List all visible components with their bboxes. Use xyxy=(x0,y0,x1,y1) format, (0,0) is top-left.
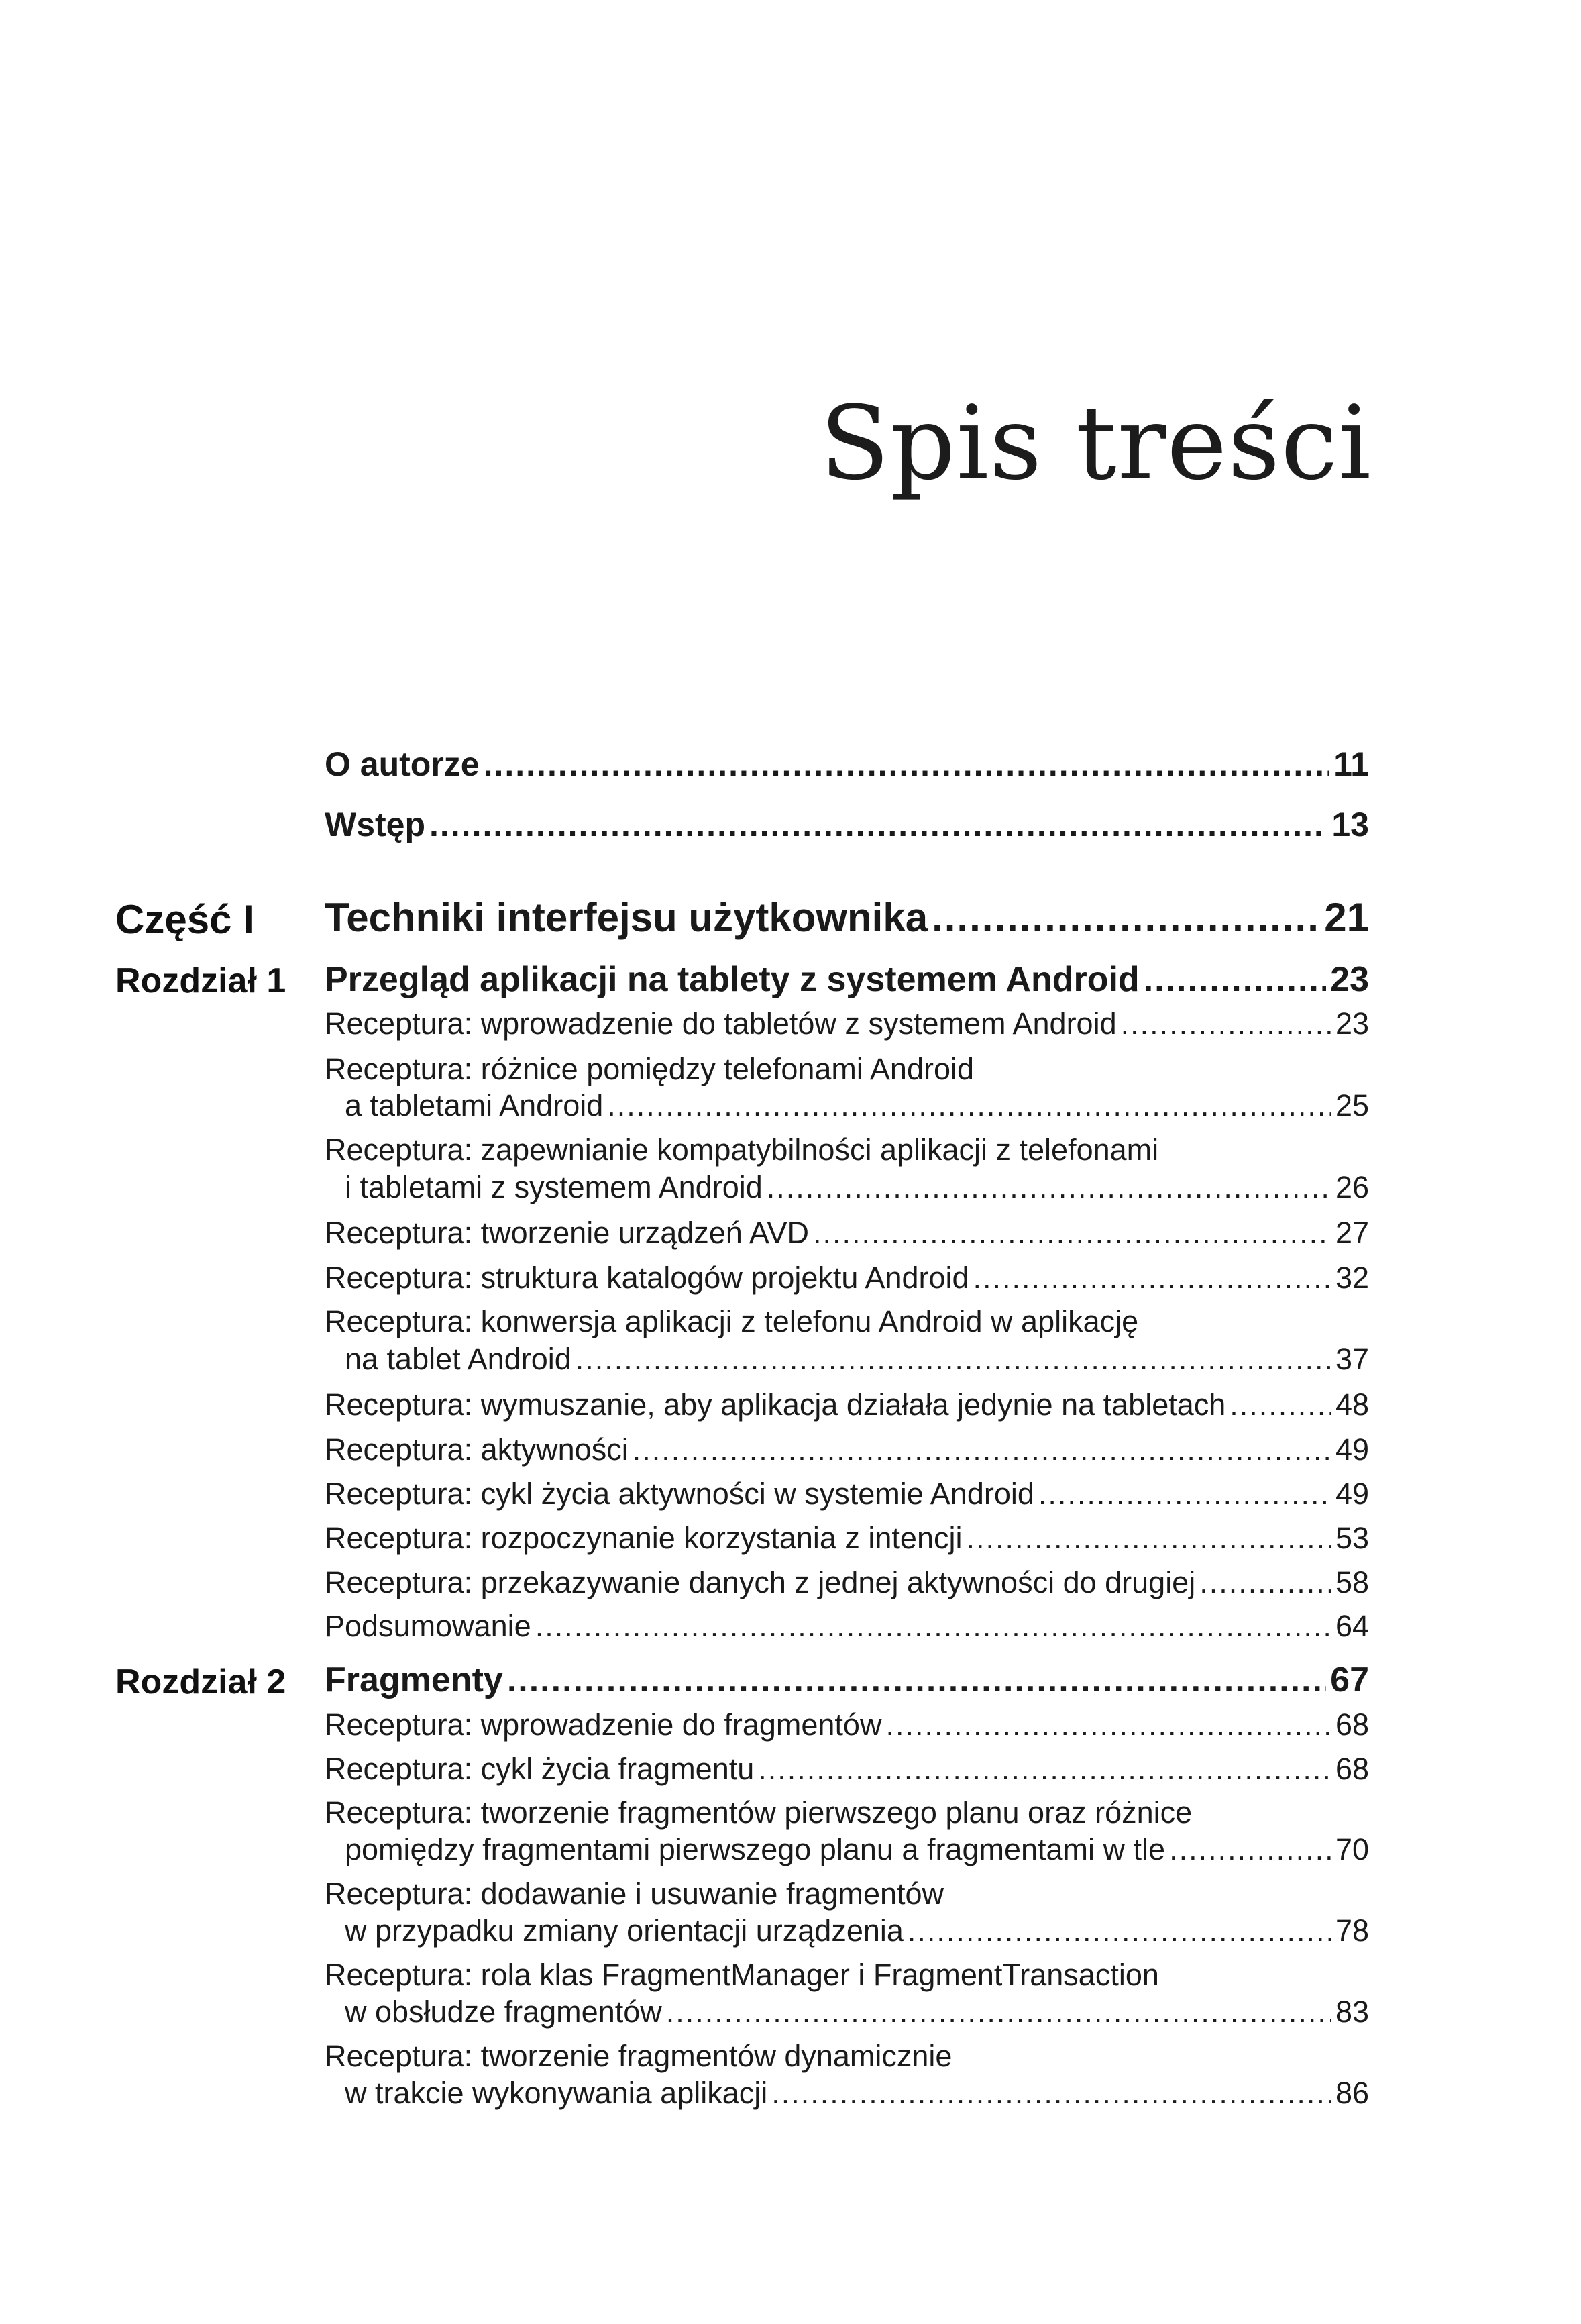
dot-leader xyxy=(1144,959,1326,1000)
toc-entry-title-line1[interactable]: Receptura: tworzenie fragmentów dynamicznie xyxy=(325,2039,952,2073)
toc-entry-chapter-1[interactable] xyxy=(325,959,1369,1000)
dot-leader xyxy=(666,1995,1331,2029)
toc-entry-title: Receptura: wprowadzenie do fragmentów xyxy=(325,1707,882,1742)
toc-entry-page: 78 xyxy=(1335,1913,1369,1948)
toc-entry[interactable] xyxy=(345,1088,1369,1123)
toc-entry-title: Receptura: cykl życia aktywności w systemie Android xyxy=(325,1477,1034,1511)
toc-entry-title: Wstęp xyxy=(325,806,425,843)
toc-entry-page: 23 xyxy=(1335,1006,1369,1041)
dot-leader xyxy=(1199,1565,1331,1600)
toc-entry-page: 70 xyxy=(1335,1832,1369,1866)
dot-leader xyxy=(813,1216,1331,1251)
dot-leader xyxy=(758,1752,1331,1787)
toc-entry-title-line1[interactable]: Receptura: różnice pomiędzy telefonami Android xyxy=(325,1052,975,1086)
toc-entry-title-line1[interactable]: Receptura: konwersja aplikacji z telefonu Android w aplikację xyxy=(325,1304,1139,1338)
toc-entry-title: O autorze xyxy=(325,745,480,783)
dot-leader xyxy=(908,1913,1331,1948)
dot-leader xyxy=(576,1342,1331,1377)
dot-leader xyxy=(484,745,1330,784)
toc-entry-page: 13 xyxy=(1331,806,1369,843)
toc-entry-page: 26 xyxy=(1335,1170,1369,1204)
toc-entry-page: 58 xyxy=(1335,1565,1369,1599)
toc-entry-title-line2: na tablet Android xyxy=(345,1342,571,1376)
toc-entry-page: 49 xyxy=(1335,1432,1369,1467)
dot-leader xyxy=(633,1432,1331,1467)
toc-entry[interactable] xyxy=(345,2076,1369,2111)
toc-entry-title: Techniki interfejsu użytkownika xyxy=(325,895,928,940)
dot-leader xyxy=(1038,1477,1331,1512)
dot-leader xyxy=(771,2076,1331,2111)
toc-entry-title-line1[interactable]: Receptura: tworzenie fragmentów pierwszego planu oraz różnice xyxy=(325,1795,1193,1830)
toc-entry-title-line1[interactable]: Receptura: zapewnianie kompatybilności aplikacji z telefonami xyxy=(325,1132,1159,1167)
toc-entry-title: Fragmenty xyxy=(325,1660,503,1699)
part-label: Część I xyxy=(115,897,254,942)
toc-entry-title: Receptura: rozpoczynanie korzystania z intencji xyxy=(325,1521,963,1555)
toc-entry-page: 64 xyxy=(1335,1609,1369,1643)
toc-entry-page: 86 xyxy=(1335,2076,1369,2110)
toc-entry-title: Przegląd aplikacji na tablety z systemem Android xyxy=(325,960,1140,999)
toc-entry-page: 25 xyxy=(1335,1088,1369,1122)
toc-entry-title: Receptura: wprowadzenie do tabletów z systemem Android xyxy=(325,1006,1117,1041)
toc-entry[interactable] xyxy=(345,1170,1369,1205)
toc-entry-page: 27 xyxy=(1335,1216,1369,1250)
toc-entry-o-autorze[interactable] xyxy=(325,745,1369,784)
toc-entry-title-line2: pomiędzy fragmentami pierwszego planu a fragmentami w tle xyxy=(345,1832,1166,1866)
toc-entry-title-line2: a tabletami Android xyxy=(345,1088,604,1122)
dot-leader xyxy=(1121,1006,1331,1041)
toc-entry[interactable] xyxy=(325,1609,1369,1644)
toc-entry[interactable] xyxy=(345,1913,1369,1948)
toc-entry-title-line1[interactable]: Receptura: dodawanie i usuwanie fragmentów xyxy=(325,1877,944,1911)
dot-leader xyxy=(535,1609,1331,1644)
dot-leader xyxy=(1230,1387,1331,1422)
dot-leader xyxy=(507,1660,1326,1700)
toc-entry-page: 21 xyxy=(1324,895,1369,940)
dot-leader xyxy=(1169,1832,1331,1867)
toc-entry-title: Receptura: przekazywanie danych z jednej aktywności do drugiej xyxy=(325,1565,1196,1599)
toc-entry-title-line2: w trakcie wykonywania aplikacji xyxy=(345,2076,768,2110)
toc-entry[interactable] xyxy=(325,1006,1369,1041)
chapter-label: Rozdział 2 xyxy=(115,1662,286,1701)
toc-entry-title: Podsumowanie xyxy=(325,1609,531,1643)
toc-entry[interactable] xyxy=(325,1707,1369,1742)
toc-entry-page: 32 xyxy=(1335,1261,1369,1295)
toc-entry-title: Receptura: struktura katalogów projektu Android xyxy=(325,1261,969,1295)
toc-entry-page: 68 xyxy=(1335,1752,1369,1786)
toc-entry[interactable] xyxy=(345,1995,1369,2029)
toc-entry-title-line2: i tabletami z systemem Android xyxy=(345,1170,763,1204)
toc-entry-page: 53 xyxy=(1335,1521,1369,1555)
toc-entry-title: Receptura: tworzenie urządzeń AVD xyxy=(325,1216,810,1250)
dot-leader xyxy=(885,1707,1331,1742)
page-title: Spis treści xyxy=(820,383,1372,503)
toc-entry[interactable] xyxy=(325,1216,1369,1251)
dot-leader xyxy=(966,1521,1331,1556)
toc-entry[interactable] xyxy=(325,1261,1369,1296)
toc-entry-page: 11 xyxy=(1333,745,1369,783)
toc-entry[interactable] xyxy=(325,1477,1369,1512)
toc-entry-page: 83 xyxy=(1335,1995,1369,2029)
dot-leader xyxy=(973,1261,1331,1296)
toc-entry[interactable] xyxy=(325,1565,1369,1600)
toc-entry-title-line2: w przypadku zmiany orientacji urządzenia xyxy=(345,1913,904,1948)
toc-entry[interactable] xyxy=(345,1342,1369,1377)
toc-entry-page: 68 xyxy=(1335,1707,1369,1742)
toc-entry-title: Receptura: cykl życia fragmentu xyxy=(325,1752,755,1786)
dot-leader xyxy=(607,1088,1331,1123)
toc-entry[interactable] xyxy=(325,1432,1369,1467)
toc-entry-page: 37 xyxy=(1335,1342,1369,1376)
toc-entry-title: Receptura: aktywności xyxy=(325,1432,629,1467)
toc-entry-title-line1[interactable]: Receptura: rola klas FragmentManager i FragmentTransaction xyxy=(325,1958,1159,1992)
dot-leader xyxy=(429,805,1327,844)
toc-entry-chapter-2[interactable] xyxy=(325,1660,1369,1700)
toc-entry-title: Receptura: wymuszanie, aby aplikacja działała jedynie na tabletach xyxy=(325,1387,1226,1422)
dot-leader xyxy=(932,894,1320,941)
toc-entry[interactable] xyxy=(325,1521,1369,1556)
toc-entry[interactable] xyxy=(345,1832,1369,1867)
toc-entry-page: 23 xyxy=(1330,960,1369,999)
toc-entry-title-line2: w obsłudze fragmentów xyxy=(345,1995,662,2029)
dot-leader xyxy=(767,1170,1331,1205)
toc-entry[interactable] xyxy=(325,1387,1369,1422)
toc-entry-page: 67 xyxy=(1330,1660,1369,1699)
toc-entry[interactable] xyxy=(325,1752,1369,1787)
chapter-label: Rozdział 1 xyxy=(115,961,286,1000)
toc-entry-page: 49 xyxy=(1335,1477,1369,1511)
toc-entry-part-1[interactable] xyxy=(325,894,1369,941)
toc-entry-page: 48 xyxy=(1335,1387,1369,1422)
toc-entry-wstep[interactable] xyxy=(325,805,1369,844)
